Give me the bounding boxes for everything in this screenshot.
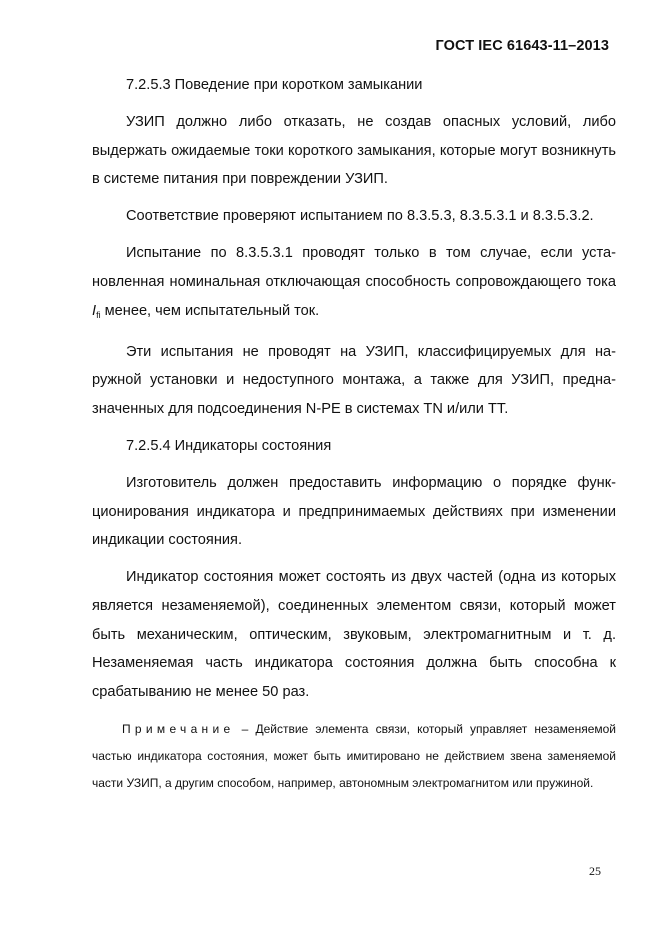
note-text: – Действие элемента связи, который управляет незаменяемой частью индикатора состояния, может быть имитировано не действием звена заменяемой части УЗИП, а другим способом, например, автономным электромагнитом или пружиной. xyxy=(92,722,616,791)
paragraph-compliance: Соответствие проверяют испытанием по 8.3.5.3, 8.3.5.3.1 и 8.3.5.3.2. xyxy=(126,208,594,225)
paragraph-short-circuit-behavior: УЗИП должно либо отказать, не создав опасных условий, либо выдержать ожидаемые токи короткого замыкания, которые могут возникнуть в системе питания при повреждении УЗИП. xyxy=(92,114,616,188)
note-label: Примечание xyxy=(122,722,235,736)
paragraph-test-conditions-end: менее, чем испытательный ток. xyxy=(100,302,320,319)
paragraph-manufacturer-info: Изготовитель должен предоставить информацию о порядке функционирования индикатора и предпринимаемых действиях при изменении индикации состояния. xyxy=(92,475,616,549)
section-heading-short-circuit: 7.2.5.3 Поведение при коротком замыкании xyxy=(126,77,423,93)
current-symbol: I xyxy=(92,302,97,319)
standard-code-header: ГОСТ IEC 61643-11–2013 xyxy=(435,38,609,54)
paragraph-indicator-parts: Индикатор состояния может состоять из двух частей (одна из которых является незаменяемой), соединенных элементом связи, который может быть механическим, оптическим, звуковым, электромагнитным и т. д. Незаменяемая часть индикатора состояния должна быть способна к срабатыванию не менее 50 раз. xyxy=(92,569,616,700)
paragraph-exemptions: Эти испытания не проводят на УЗИП, классифицируемых для наружной установки и недоступного монтажа, а также для УЗИП, предназначенных для подсоединения N-PE в системах TN и/или TT. xyxy=(92,343,616,417)
section-heading-status-indicators: 7.2.5.4 Индикаторы состояния xyxy=(126,438,332,455)
paragraph-test-conditions-start: Испытание по 8.3.5.3.1 проводят только в том случае, если установленная номинальная отключающая способность сопровождающего тока xyxy=(92,245,616,291)
paragraph-test-conditions xyxy=(92,239,616,329)
note-block xyxy=(92,716,616,798)
main-text xyxy=(92,71,616,715)
page-number: 25 xyxy=(589,864,601,878)
current-subscript: fi xyxy=(96,309,101,320)
